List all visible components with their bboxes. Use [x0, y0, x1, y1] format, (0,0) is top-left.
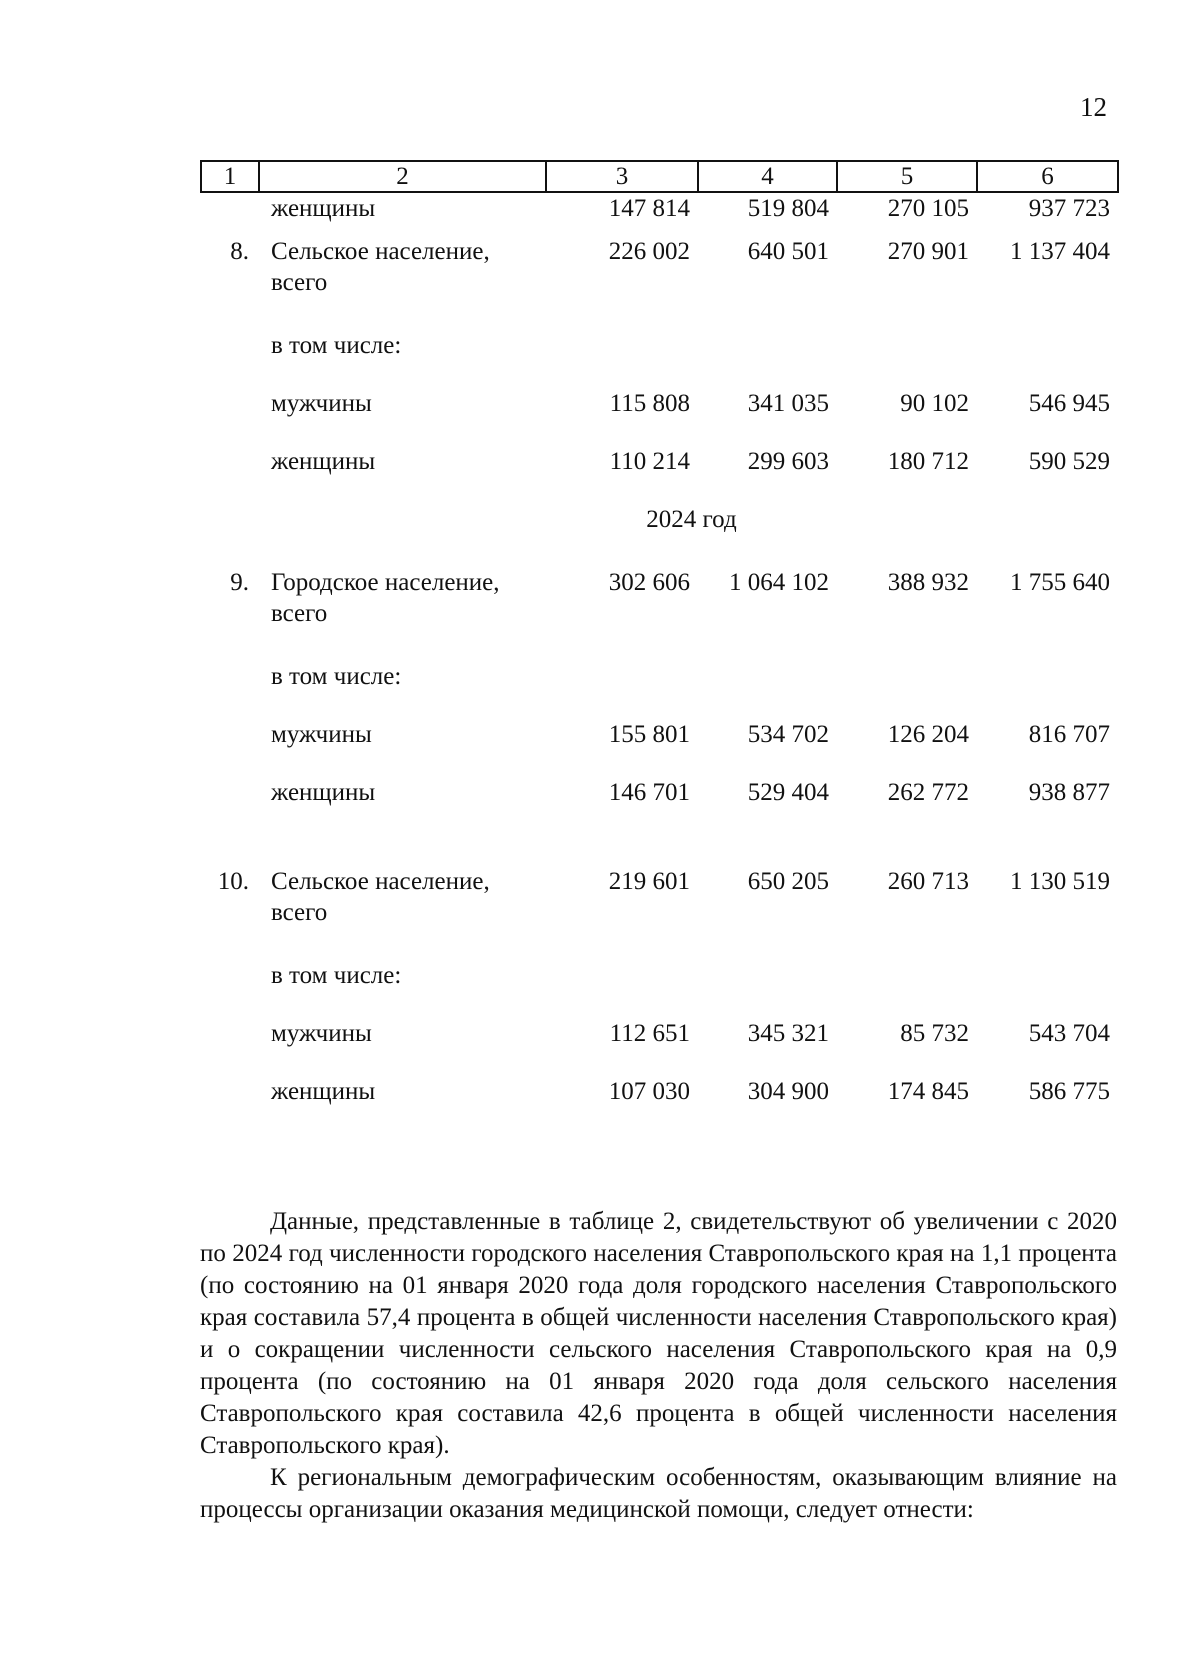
row-number: 9.	[230, 569, 249, 596]
row-label: в том числе:	[271, 332, 402, 359]
year-row	[201, 504, 1118, 567]
row-label: мужчины	[271, 390, 372, 417]
column-header: 4	[698, 161, 837, 192]
row-label: женщины	[271, 1078, 376, 1105]
population-table	[200, 160, 1119, 1107]
empty-cell	[201, 504, 546, 567]
table-cell: 1 064 102	[729, 569, 829, 596]
table-cell: 299 603	[747, 448, 829, 475]
table-row	[201, 388, 1118, 446]
table-cell: 155 801	[608, 721, 690, 748]
table-cell: 816 707	[1028, 721, 1110, 748]
table-cell: 586 775	[1028, 1078, 1110, 1105]
empty-cell	[837, 504, 1118, 567]
header-row	[201, 161, 1118, 192]
table-cell: 938 877	[1028, 779, 1110, 806]
table-cell	[837, 661, 977, 719]
table-cell: 115 808	[609, 390, 690, 417]
table-cell: 107 030	[608, 1078, 690, 1105]
table-cell	[698, 661, 837, 719]
table-cell	[977, 960, 1118, 1018]
table-row	[201, 960, 1118, 1018]
column-header: 1	[201, 161, 259, 192]
row-label: в том числе:	[271, 962, 402, 989]
table-cell: 260 713	[887, 868, 969, 895]
table-cell: 1 137 404	[1010, 238, 1110, 265]
row-label: женщины	[271, 448, 376, 475]
row-number	[201, 388, 259, 446]
table-cell: 270 901	[887, 238, 969, 265]
row-number	[201, 661, 259, 719]
table-cell: 147 814	[608, 195, 690, 222]
table-body	[201, 192, 1118, 1107]
table-row	[201, 567, 1118, 661]
table-cell: 640 501	[747, 238, 829, 265]
table-cell	[546, 661, 698, 719]
row-number	[201, 1018, 259, 1076]
row-label: в том числе:	[271, 663, 402, 690]
table-cell: 219 601	[608, 868, 690, 895]
table-cell: 110 214	[609, 448, 690, 475]
row-label: женщины	[271, 195, 376, 222]
table-row	[201, 1018, 1118, 1076]
row-label: мужчины	[271, 721, 372, 748]
table-cell: 174 845	[887, 1078, 969, 1105]
table-cell: 534 702	[747, 721, 829, 748]
table-row	[201, 1076, 1118, 1107]
table-cell: 388 932	[887, 569, 969, 596]
table-cell: 270 105	[887, 195, 969, 222]
table-cell	[698, 960, 837, 1018]
table-cell	[837, 330, 977, 388]
table-row	[201, 866, 1118, 960]
row-number	[201, 446, 259, 504]
table-cell: 226 002	[608, 238, 690, 265]
year-label: 2024 год	[646, 506, 737, 533]
paragraph: Данные, представленные в таблице 2, свидетельствуют об увеличении с 2020 по 2024 год численности городского населения Ставропольского края на 1,1 процента (по состоянию на 01 января 2020 года доля городского населения Ставропольского края составила 57,4 процента в общей численности населения Ставропольского края) и о сокращении численности сельского населения Ставропольского края на 0,9 процента (по состоянию на 01 января 2020 года доля сельского населения Ставропольского края составила 42,6 процента в общей численности населения Ставропольского края).	[200, 1208, 1117, 1459]
table-cell	[837, 960, 977, 1018]
row-number: 10.	[217, 868, 249, 895]
body-text	[200, 1206, 1117, 1526]
row-number	[201, 330, 259, 388]
table-cell: 302 606	[608, 569, 690, 596]
table-cell: 90 102	[900, 390, 969, 417]
column-header: 2	[259, 161, 546, 192]
table-header	[201, 161, 1118, 192]
table-cell: 262 772	[887, 779, 969, 806]
table-row	[201, 192, 1118, 236]
row-label: Сельское население, всего	[271, 238, 490, 296]
row-label: Сельское население, всего	[271, 868, 490, 926]
table-cell: 1 755 640	[1010, 569, 1110, 596]
table-cell: 1 130 519	[1010, 868, 1110, 895]
table-cell: 304 900	[747, 1078, 829, 1105]
table-cell: 146 701	[608, 779, 690, 806]
table-cell: 345 321	[747, 1020, 829, 1047]
row-label: мужчины	[271, 1020, 372, 1047]
table-cell: 341 035	[747, 390, 829, 417]
table-row	[201, 777, 1118, 866]
table-cell	[546, 330, 698, 388]
column-header: 6	[977, 161, 1118, 192]
row-number	[201, 960, 259, 1018]
table-cell: 126 204	[887, 721, 969, 748]
table-cell: 180 712	[887, 448, 969, 475]
table-cell	[977, 330, 1118, 388]
table-row	[201, 446, 1118, 504]
table-row	[201, 719, 1118, 777]
table-cell	[546, 960, 698, 1018]
table-cell: 519 804	[747, 195, 829, 222]
table-cell: 529 404	[747, 779, 829, 806]
table-row	[201, 661, 1118, 719]
row-number	[201, 1076, 259, 1107]
paragraph: К региональным демографическим особенностям, оказывающим влияние на процессы организации оказания медицинской помощи, следует отнести:	[200, 1464, 1117, 1523]
table-cell: 650 205	[747, 868, 829, 895]
table-cell: 937 723	[1028, 195, 1110, 222]
column-header: 5	[837, 161, 977, 192]
table-row	[201, 330, 1118, 388]
table-cell: 112 651	[609, 1020, 690, 1047]
row-label: Городское население, всего	[271, 569, 500, 627]
table-row	[201, 236, 1118, 330]
row-number: 8.	[230, 238, 249, 265]
table-cell: 85 732	[900, 1020, 969, 1047]
row-number	[201, 719, 259, 777]
table-cell: 543 704	[1028, 1020, 1110, 1047]
table-cell	[977, 661, 1118, 719]
row-label: женщины	[271, 779, 376, 806]
table-cell: 546 945	[1028, 390, 1110, 417]
page-number: 12	[1080, 92, 1107, 122]
row-number	[201, 777, 259, 866]
row-number	[201, 192, 259, 236]
table-cell: 590 529	[1028, 448, 1110, 475]
column-header: 3	[546, 161, 698, 192]
table-cell	[698, 330, 837, 388]
